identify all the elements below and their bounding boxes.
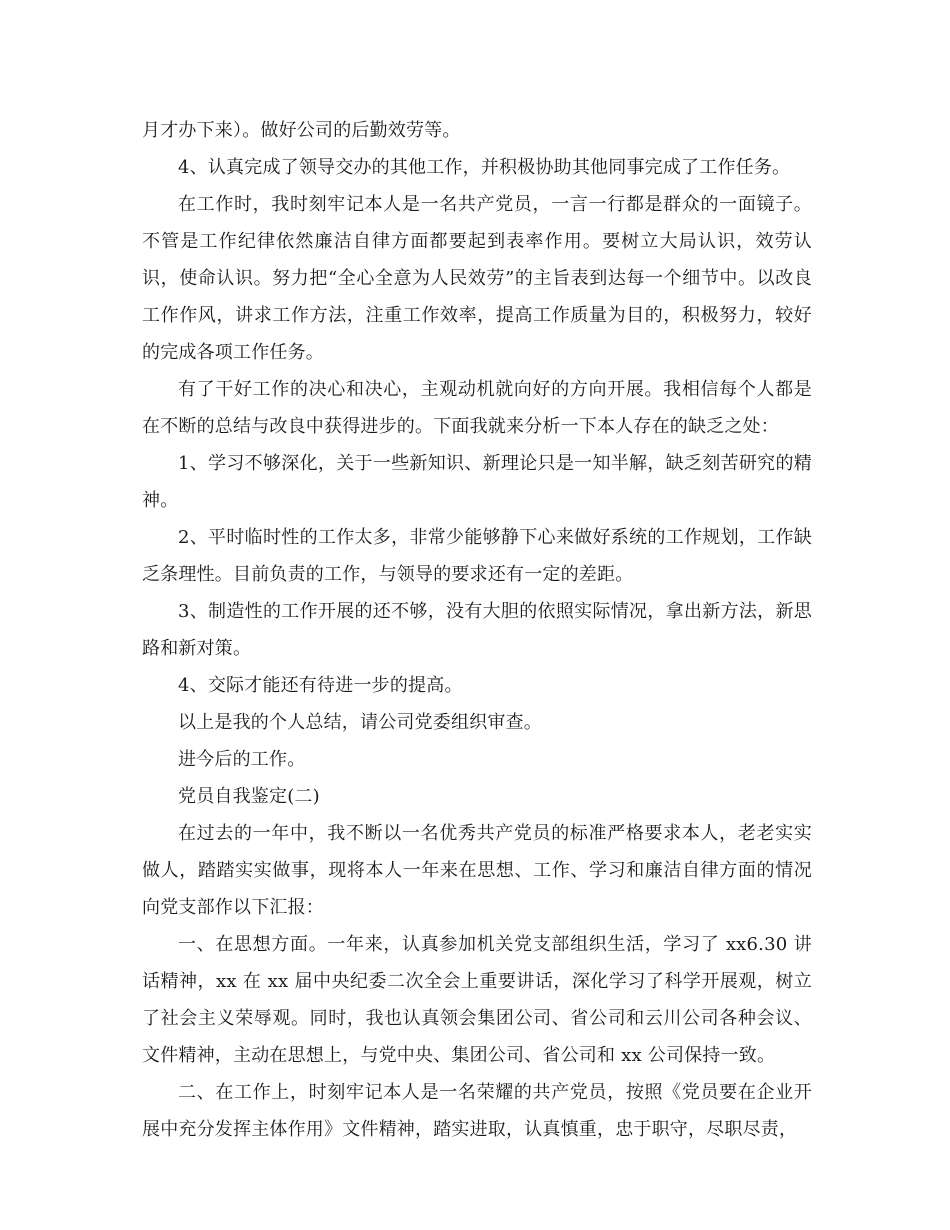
paragraph: 1、学习不够深化，关于一些新知识、新理论只是一知半解，缺乏刻苦研究的精神。 — [142, 453, 812, 511]
paragraph: 4、认真完成了领导交办的其他工作，并积极协助其他同事完成了工作任务。 — [178, 157, 791, 178]
paragraph: 进今后的工作。 — [178, 749, 306, 770]
section-heading: 党员自我鉴定(二) — [178, 786, 320, 807]
paragraph: 3、制造性的工作开展的还不够，没有大胆的依照实际情况，拿出新方法，新思路和新对策。 — [142, 601, 812, 659]
paragraph: 有了干好工作的决心和决心，主观动机就向好的方向开展。我相信每个人都是在不断的总结与改良中获得进步的。下面我就来分析一下本人存在的缺乏之处： — [142, 379, 812, 437]
document-body — [142, 112, 812, 1148]
paragraph: 以上是我的个人总结，请公司党委组织审查。 — [178, 712, 542, 733]
paragraph: 一、在思想方面。一年来，认真参加机关党支部组织生活，学习了 xx6.30 讲话精神，xx 在 xx 届中央纪委二次全会上重要讲话，深化学习了科学开展观，树立了社会主义荣辱观。同时，我也认真领会集团公司、省公司和云川公司各种会议、文件精神，主动在思想上，与党中央、集团公司、省公司和 xx 公司保持一致。 — [142, 934, 812, 1066]
paragraph: 在工作时，我时刻牢记本人是一名共产党员，一言一行都是群众的一面镜子。不管是工作纪律依然廉洁自律方面都要起到表率作用。要树立大局认识，效劳认识，使命认识。努力把“全心全意为人民效劳”的主旨表到达每一个细节中。以改良工作作风，讲求工作方法，注重工作效率，提高工作质量为目的，积极努力，较好的完成各项工作任务。 — [142, 194, 812, 363]
paragraph: 2、平时临时性的工作太多，非常少能够静下心来做好系统的工作规划，工作缺乏条理性。目前负责的工作，与领导的要求还有一定的差距。 — [142, 527, 812, 585]
paragraph: 4、交际才能还有待进一步的提高。 — [178, 675, 463, 696]
paragraph: 二、在工作上，时刻牢记本人是一名荣耀的共产党员，按照《党员要在企业开展中充分发挥主体作用》文件精神，踏实进取，认真慎重，忠于职守，尽职尽责， — [142, 1082, 812, 1140]
paragraph: 月才办下来）。做好公司的后勤效劳等。 — [142, 120, 461, 141]
paragraph: 在过去的一年中，我不断以一名优秀共产党员的标准严格要求本人，老老实实做人，踏踏实实做事，现将本人一年来在思想、工作、学习和廉洁自律方面的情况向党支部作以下汇报： — [142, 823, 812, 918]
